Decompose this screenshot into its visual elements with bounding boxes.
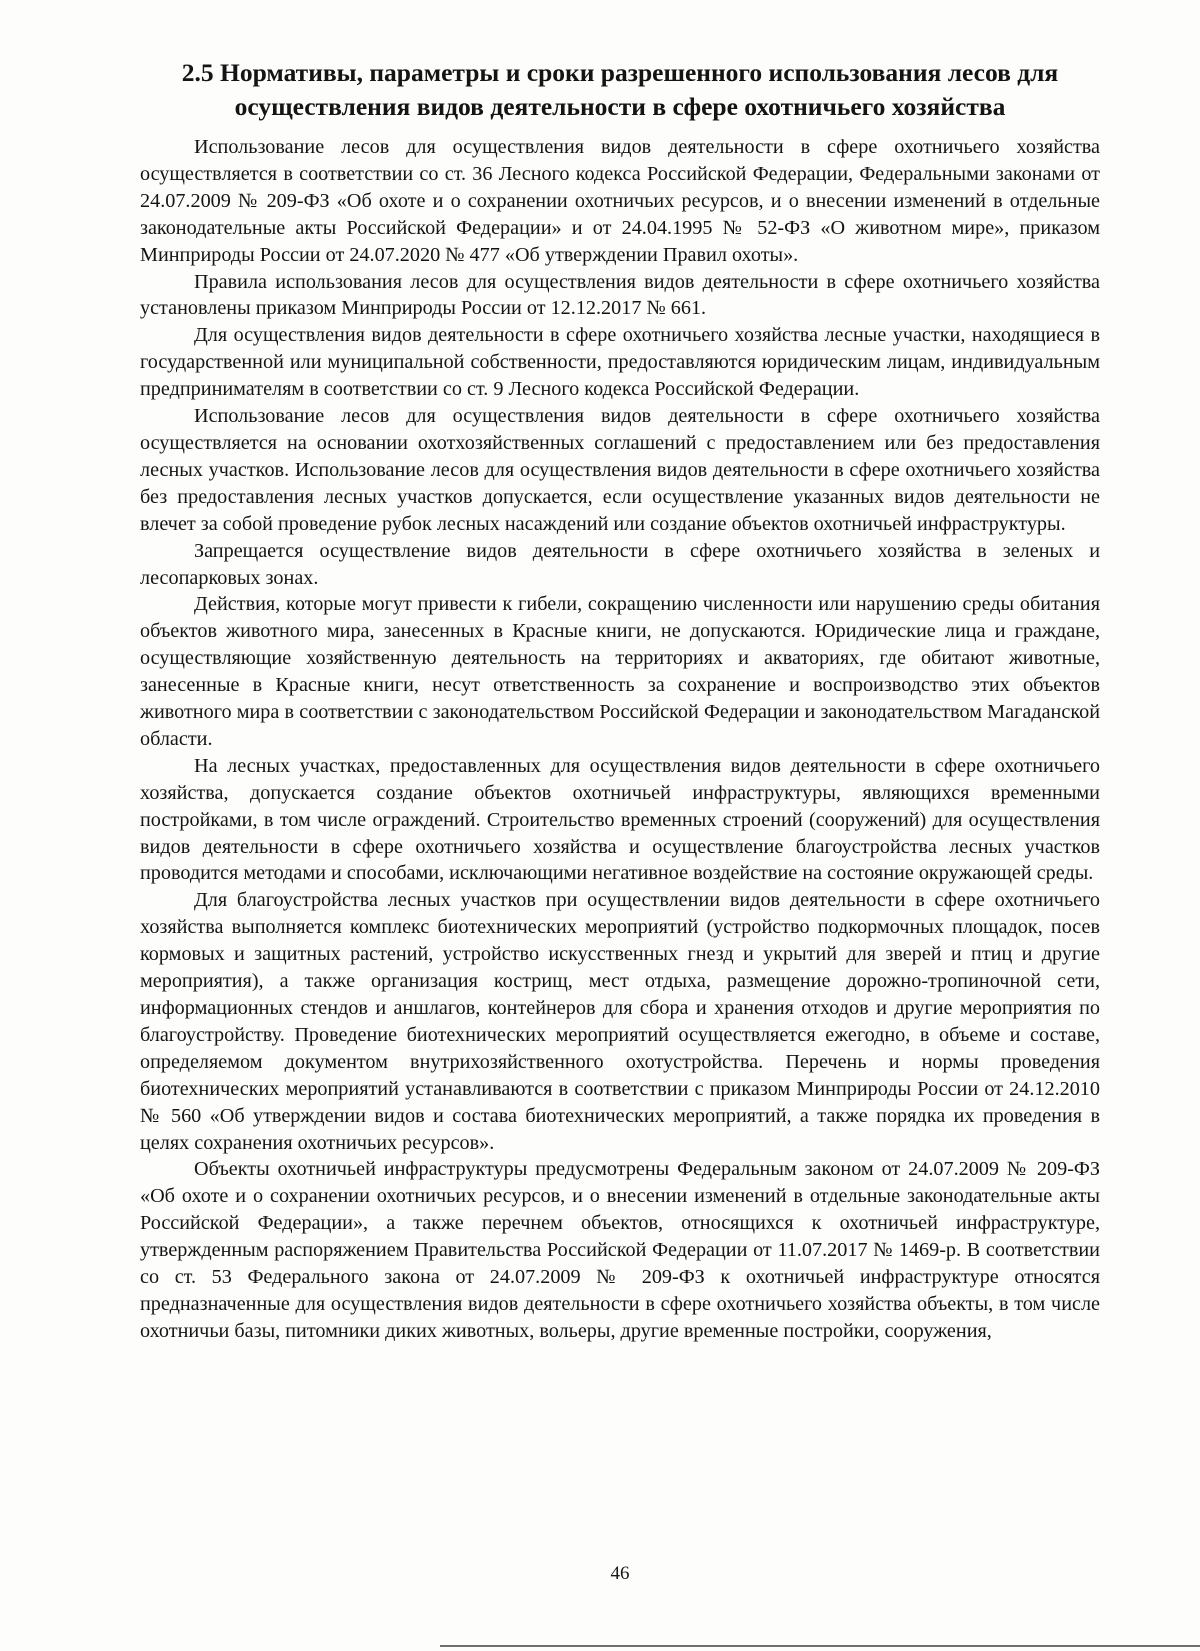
paragraph-4-agreements: Использование лесов для осуществления видов деятельности в сфере охотничьего хозяйства осуществляется на основании охотхозяйственных соглашений с предоставлением или без предоставления лесных участков. Использование лесов для осуществления видов деятельности в сфере охотничьего хозяйства без предоставления лесных участков допускается, если осуществление указанных видов деятельности не влечет за собой проведение рубок лесных насаждений или создание объектов охотничьей инфраструктуры. [140, 405, 1100, 535]
paragraph-6-red-book: Действия, которые могут привести к гибели, сокращению численности или нарушению среды обитания объектов животного мира, занесенных в Красные книги, не допускаются. Юридические лица и граждане, осуществляющие хозяйственную деятельность на территориях и акваториях, где обитают животные, занесенные в Красные книги, несут ответственность за сохранение и воспроизводство этих объектов животного мира в соответствии с законодательством Российской Федерации и законодательством Магаданской области. [140, 593, 1100, 750]
section-heading [140, 56, 1100, 124]
paragraph-7-temporary-buildings: На лесных участках, предоставленных для осуществления видов деятельности в сфере охотничьего хозяйства, допускается создание объектов охотничьей инфраструктуры, являющихся временными постройками, в том числе ограждений. Строительство временных строений (сооружений) для осуществления видов деятельности в сфере охотничьего хозяйства и осуществление благоустройства лесных участков проводится методами и способами, исключающими негативное воздействие на состояние окружающей среды. [140, 754, 1100, 885]
page-number: 46 [610, 1563, 630, 1584]
paragraph-1-legal-basis: Использование лесов для осуществления видов деятельности в сфере охотничьего хозяйства осуществляется в соответствии со ст. 36 Лесного кодекса Российской Федерации, Федеральными законами от 24.07.2009 № 209-ФЗ «Об охоте и о сохранении охотничьих ресурсов, и о внесении изменений в отдельные законодательные акты Российской Федерации» и от 24.04.1995 № 52-ФЗ «О животном мире», приказом Минприроды России от 24.07.2020 № 477 «Об утверждении Правил охоты». [140, 136, 1100, 266]
scan-edge-line [440, 1645, 1200, 1647]
section-heading-line-2: осуществления видов деятельности в сфере охотничьего хозяйства [234, 92, 1006, 121]
paragraph-9-hunting-infrastructure: Объекты охотничьей инфраструктуры предусмотрены Федеральным законом от 24.07.2009 № 209-ФЗ «Об охоте и о сохранении охотничьих ресурсов, и о внесении изменений в отдельные законодательные акты Российской Федерации», а также перечнем объектов, относящихся к охотничьей инфраструктуре, утвержденным распоряжением Правительства Российской Федерации от 11.07.2017 № 1469-р. В соответствии со ст. 53 Федерального закона от 24.07.2009 № 209-ФЗ к охотничьей инфраструктуре относятся предназначенные для осуществления видов деятельности в сфере охотничьего хозяйства объекты, в том числе охотничьи базы, питомники диких животных, вольеры, другие временные постройки, сооружения, [140, 1158, 1100, 1342]
paragraph-2-usage-rules: Правила использования лесов для осуществления видов деятельности в сфере охотничьего хозяйства установлены приказом Минприроды России от 12.12.2017 № 661. [140, 270, 1100, 320]
paragraph-3-plot-provision: Для осуществления видов деятельности в сфере охотничьего хозяйства лесные участки, находящиеся в государственной или муниципальной собственности, предоставляются юридическим лицам, индивидуальным предпринимателям в соответствии со ст. 9 Лесного кодекса Российской Федерации. [140, 324, 1100, 401]
paragraph-5-prohibition: Запрещается осуществление видов деятельности в сфере охотничьего хозяйства в зеленых и лесопарковых зонах. [140, 539, 1100, 589]
page-content [140, 56, 1100, 1345]
section-heading-line-1: 2.5 Нормативы, параметры и сроки разрешенного использования лесов для [181, 58, 1059, 87]
paragraph-8-biotechnical-measures: Для благоустройства лесных участков при осуществлении видов деятельности в сфере охотничьего хозяйства выполняется комплекс биотехнических мероприятий (устройство подкормочных площадок, посев кормовых и защитных растений, устройство искусственных гнезд и укрытий для зверей и птиц и другие мероприятия), а также организация кострищ, мест отдыха, размещение дорожно-тропиночной сети, информационных стендов и аншлагов, контейнеров для сбора и хранения отходов и другие мероприятия по благоустройству. Проведение биотехнических мероприятий осуществляется ежегодно, в объеме и составе, определяемом документом внутрихозяйственного охотустройства. Перечень и нормы проведения биотехнических мероприятий устанавливаются в соответствии с приказом Минприроды России от 24.12.2010 № 560 «Об утверждении видов и состава биотехнических мероприятий, а также порядка их проведения в целях сохранения охотничьих ресурсов». [140, 889, 1100, 1154]
